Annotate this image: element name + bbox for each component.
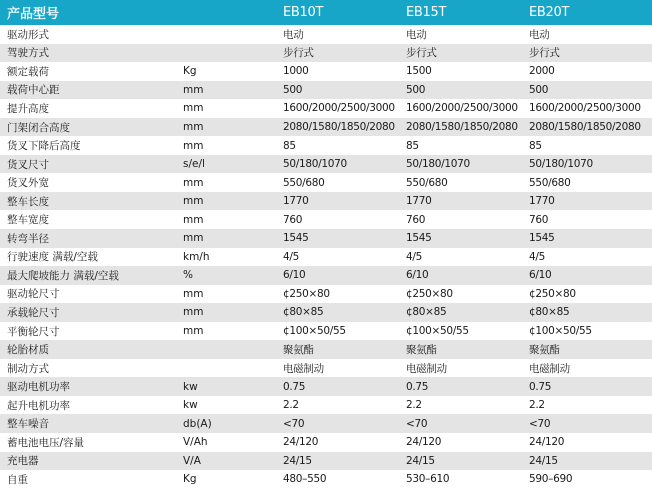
row-value-eb10t: 760	[283, 213, 303, 226]
row-value-eb15t: ¢80×85	[406, 306, 447, 319]
header-title: 产品型号	[7, 7, 60, 22]
row-value-eb20t: 2.2	[529, 399, 545, 412]
table-row	[0, 266, 652, 285]
row-unit: V/Ah	[183, 436, 208, 449]
row-value-eb10t: 2.2	[283, 399, 299, 412]
row-label: 货叉外宽	[7, 177, 49, 190]
row-value-eb10t: 1000	[283, 65, 309, 78]
row-value-eb15t: 24/15	[406, 454, 435, 467]
row-value-eb10t: 550/680	[283, 176, 325, 189]
row-label: 整车长度	[7, 195, 49, 208]
row-value-eb15t: 50/180/1070	[406, 158, 470, 171]
row-value-eb20t: 1600/2000/2500/3000	[529, 102, 641, 115]
row-value-eb10t: 2080/1580/1850/2080	[283, 121, 395, 133]
row-label: 驱动轮尺寸	[7, 288, 60, 301]
row-value-eb15t: 1770	[406, 195, 432, 208]
row-value-eb15t: 4/5	[406, 250, 422, 263]
row-label: 蓄电池电压/容量	[7, 436, 85, 449]
row-value-eb20t: 500	[529, 83, 549, 96]
row-label: 驾驶方式	[7, 47, 49, 60]
row-label: 提升高度	[7, 102, 49, 115]
row-value-eb15t: 500	[406, 83, 426, 96]
table-row	[0, 81, 652, 100]
row-unit: mm	[183, 83, 204, 96]
table-row	[0, 340, 652, 359]
row-label: 门架闭合高度	[7, 121, 70, 134]
table-row	[0, 470, 652, 489]
row-unit: mm	[183, 195, 204, 208]
table-row	[0, 210, 652, 229]
row-unit: %	[183, 269, 193, 282]
row-value-eb10t: 500	[283, 83, 303, 96]
row-unit: mm	[183, 139, 204, 152]
row-value-eb15t: 1500	[406, 65, 432, 78]
row-value-eb15t: 6/10	[406, 269, 429, 282]
row-value-eb20t: 50/180/1070	[529, 158, 593, 171]
row-value-eb10t: ¢250×80	[283, 287, 330, 300]
row-value-eb10t: 24/120	[283, 436, 319, 449]
table-row	[0, 229, 652, 248]
row-value-eb15t: 电磁制动	[406, 362, 447, 375]
row-value-eb20t: 24/120	[529, 436, 565, 449]
row-value-eb20t: 步行式	[529, 47, 560, 60]
row-label: 充电器	[7, 455, 39, 468]
row-unit: mm	[183, 325, 204, 338]
row-value-eb10t: 0.75	[283, 380, 306, 393]
row-unit: mm	[183, 102, 204, 115]
row-unit: mm	[183, 213, 204, 226]
row-label: 轮胎材质	[7, 344, 49, 357]
header-model-1: EB10T	[283, 5, 324, 20]
row-unit: s/e/l	[183, 158, 205, 171]
row-value-eb15t: 760	[406, 213, 426, 226]
row-value-eb10t: 24/15	[283, 454, 312, 467]
row-label: 货叉尺寸	[7, 158, 49, 171]
row-label: 整车宽度	[7, 214, 49, 227]
row-value-eb15t: 530–610	[406, 473, 450, 486]
row-value-eb20t: 电磁制动	[529, 362, 570, 375]
table-row	[0, 155, 652, 174]
row-value-eb20t: ¢80×85	[529, 306, 570, 319]
row-value-eb10t: <70	[283, 417, 305, 430]
row-unit: mm	[183, 121, 204, 133]
row-value-eb20t: ¢250×80	[529, 287, 576, 300]
row-value-eb20t: 590–690	[529, 473, 573, 486]
row-label: 转弯半径	[7, 232, 49, 245]
row-unit: mm	[183, 306, 204, 319]
row-value-eb15t: 电动	[406, 28, 427, 41]
row-value-eb20t: ¢100×50/55	[529, 325, 592, 338]
row-label: 驱动形式	[7, 28, 49, 41]
row-value-eb20t: 1545	[529, 232, 555, 245]
table-row	[0, 452, 652, 471]
row-label: 自重	[7, 473, 28, 486]
row-value-eb20t: 2080/1580/1850/2080	[529, 121, 641, 133]
row-label: 货叉下降后高度	[7, 140, 81, 153]
row-value-eb20t: 760	[529, 213, 549, 226]
row-value-eb10t: 50/180/1070	[283, 158, 347, 171]
row-value-eb10t: 4/5	[283, 250, 299, 263]
row-value-eb20t: 1770	[529, 195, 555, 208]
row-value-eb10t: ¢80×85	[283, 306, 324, 319]
row-value-eb10t: 1770	[283, 195, 309, 208]
row-value-eb15t: 聚氨酯	[406, 344, 437, 357]
row-label: 整车噪音	[7, 418, 49, 431]
row-value-eb10t: 电动	[283, 28, 304, 41]
row-value-eb15t: ¢100×50/55	[406, 325, 469, 338]
table-row	[0, 44, 652, 63]
table-row	[0, 322, 652, 341]
row-value-eb15t: 0.75	[406, 380, 429, 393]
table-row	[0, 414, 652, 433]
row-value-eb15t: <70	[406, 417, 428, 430]
table-row	[0, 25, 652, 44]
table-row	[0, 285, 652, 304]
row-unit: kw	[183, 380, 198, 393]
row-label: 驱动电机功率	[7, 381, 70, 394]
table-row	[0, 377, 652, 396]
table-header	[0, 0, 652, 25]
header-model-3: EB20T	[529, 5, 570, 20]
row-value-eb15t: 85	[406, 139, 419, 152]
table-row	[0, 118, 652, 137]
row-value-eb20t: 550/680	[529, 176, 571, 189]
table-row	[0, 99, 652, 118]
row-label: 起升电机功率	[7, 399, 70, 412]
row-value-eb10t: 1600/2000/2500/3000	[283, 102, 395, 115]
row-label: 载荷中心距	[7, 84, 60, 97]
row-label: 制动方式	[7, 362, 49, 375]
table-row	[0, 303, 652, 322]
row-label: 平衡轮尺寸	[7, 325, 60, 338]
row-value-eb20t: 6/10	[529, 269, 552, 282]
row-value-eb10t: 电磁制动	[283, 362, 324, 375]
table-row	[0, 396, 652, 415]
row-value-eb10t: 6/10	[283, 269, 306, 282]
row-value-eb15t: 2080/1580/1850/2080	[406, 121, 518, 133]
row-unit: kw	[183, 399, 198, 412]
row-value-eb15t: 2.2	[406, 399, 422, 412]
row-unit: mm	[183, 176, 204, 189]
row-value-eb20t: <70	[529, 417, 551, 430]
row-unit: Kg	[183, 65, 197, 78]
table-body	[0, 25, 652, 489]
row-label: 最大爬坡能力 满载/空载	[7, 269, 119, 282]
row-value-eb15t: 1545	[406, 232, 432, 245]
row-unit: km/h	[183, 250, 210, 263]
row-value-eb15t: 550/680	[406, 176, 448, 189]
row-value-eb15t: 1600/2000/2500/3000	[406, 102, 518, 115]
table-row	[0, 248, 652, 267]
table-row	[0, 173, 652, 192]
row-value-eb15t: ¢250×80	[406, 287, 453, 300]
row-value-eb10t: 1545	[283, 232, 309, 245]
row-label: 额定载荷	[7, 65, 49, 78]
table-row	[0, 433, 652, 452]
row-value-eb20t: 24/15	[529, 454, 558, 467]
row-value-eb20t: 2000	[529, 65, 555, 78]
row-unit: mm	[183, 232, 204, 245]
table-row	[0, 359, 652, 378]
row-value-eb20t: 聚氨酯	[529, 344, 560, 357]
row-unit: Kg	[183, 473, 197, 486]
row-value-eb20t: 85	[529, 139, 542, 152]
row-value-eb20t: 0.75	[529, 380, 552, 393]
row-value-eb10t: 85	[283, 139, 296, 152]
table-row	[0, 192, 652, 211]
table-row	[0, 62, 652, 81]
row-value-eb20t: 电动	[529, 28, 550, 41]
row-unit: V/A	[183, 454, 201, 467]
row-unit: db(A)	[183, 417, 212, 430]
row-value-eb20t: 4/5	[529, 250, 545, 263]
row-label: 承载轮尺寸	[7, 306, 60, 319]
header-model-2: EB15T	[406, 5, 447, 20]
row-value-eb10t: 聚氨酯	[283, 344, 314, 357]
row-value-eb15t: 24/120	[406, 436, 442, 449]
row-value-eb10t: 步行式	[283, 47, 314, 60]
row-value-eb15t: 步行式	[406, 47, 437, 60]
table-row	[0, 136, 652, 155]
row-value-eb10t: 480–550	[283, 473, 327, 486]
row-value-eb10t: ¢100×50/55	[283, 325, 346, 338]
row-unit: mm	[183, 287, 204, 300]
row-label: 行驶速度 满载/空载	[7, 251, 98, 264]
